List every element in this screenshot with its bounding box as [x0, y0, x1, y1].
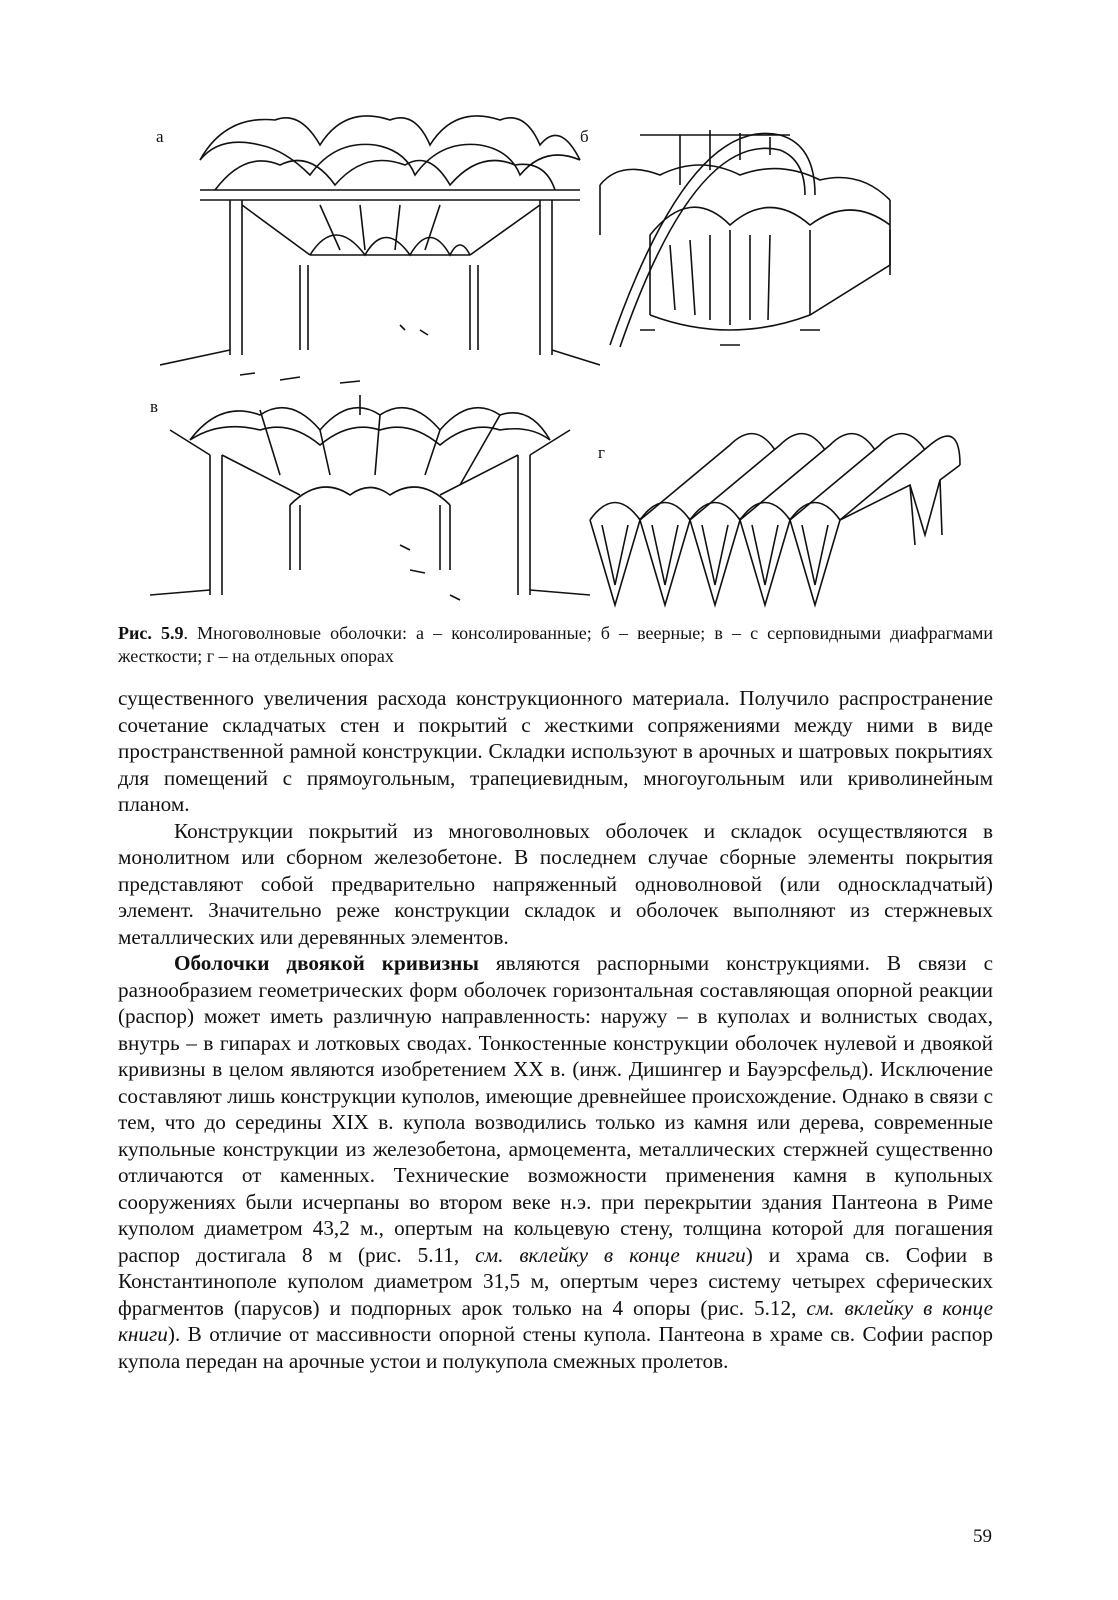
- figure-label-v: в: [150, 397, 159, 416]
- figure-label-g: г: [598, 443, 605, 462]
- see-insert-ref-1: см. вклейку в конце книги: [475, 1242, 746, 1267]
- illustration-v-crescent-diaphragms: [150, 395, 590, 615]
- body-text: [118, 685, 993, 1374]
- paragraph-1: существенного увеличения расхода конструкционного материала. Получило распространение сочетание складчатых стен и покрытий с жесткими сопряжениями между ними в виде пространственной рамной конструкции. Складки используют в арочных и шатровых покрытиях для помещений с прямоугольным, трапециевидным, многоугольным или криволинейным планом.: [118, 686, 993, 816]
- illustration-g-separate-supports: [580, 425, 980, 620]
- figure-number: Рис. 5.9: [118, 623, 184, 643]
- see-insert-ref-2: см. вклейку в конце книги: [118, 1295, 993, 1346]
- paragraph-3-part-b: ) и храма св. Софии в Константинополе куполом диаметром 31,5 м, опертым через систему четырех сферических фрагментов (парусов) и подпорных арок только на 4 опоры (рис. 5.12,: [118, 1242, 994, 1320]
- term-double-curvature-shells: Оболочки двоякой кривизны: [174, 951, 479, 975]
- figure-caption: [118, 622, 993, 668]
- paragraph-3: [118, 950, 993, 1374]
- illustration-a-cantilevered-shells: [160, 105, 600, 390]
- figure-label-b: б: [580, 127, 589, 146]
- paragraph-2: Конструкции покрытий из многоволновых оболочек и складок осуществляются в монолитном или сборном железобетоне. В последнем случае сборные элементы покрытия представляют собой предварительно напряженный одноволновой (или односкладчатый) элемент. Значительно реже конструкции складок и оболочек выполняют из стержневых металлических или деревянных элементов.: [118, 818, 993, 949]
- paragraph-3-part-a: являются распорными конструкциями. В связи с разнообразием геометрических форм оболочек горизонтальная составляющая опорной реакции (распор) может иметь различную направленность: наружу – в куполах и волнистых сводах, внутрь – в гипарах и лотковых сводах. Тонкостенные конструкции оболочек нулевой и двоякой кривизны в целом являются изобретением XX в. (инж. Дишингер и Бауэрсфельд). Исключение составляют лишь конструкции куполов, имеющие древнейшее происхождение. Однако в связи с тем, что до середины XIX в. купола возводились только из камня или дерева, современные купольные конструкции из железобетона, армоцемента, металлических стержней существенно отличаются от каменных. Технические возможности применения камня в купольных сооружениях были исчерпаны во втором веке н.э. при перекрытии здания Пантеона в Риме куполом диаметром 43,2 м., опертым на кольцевую стену, толщина которой для погашения распор достигала 8 м (рис. 5.11,: [118, 951, 993, 1267]
- figure-5-9: [130, 105, 1010, 625]
- caption-text: . Многоволновые оболочки: а – консолированные; б – веерные; в – с серповидными диафрагмами жесткости; г – на отдельных опорах: [118, 623, 993, 666]
- illustration-b-fan-shells: [580, 115, 910, 370]
- paragraph-3-part-c: ). В отличие от массивности опорной стены купола. Пантеона в храме св. Софии распор купола передан на арочные устои и полукупола смежных пролетов.: [118, 1322, 993, 1373]
- figure-label-a: а: [156, 127, 164, 146]
- page-number: 59: [973, 1526, 992, 1547]
